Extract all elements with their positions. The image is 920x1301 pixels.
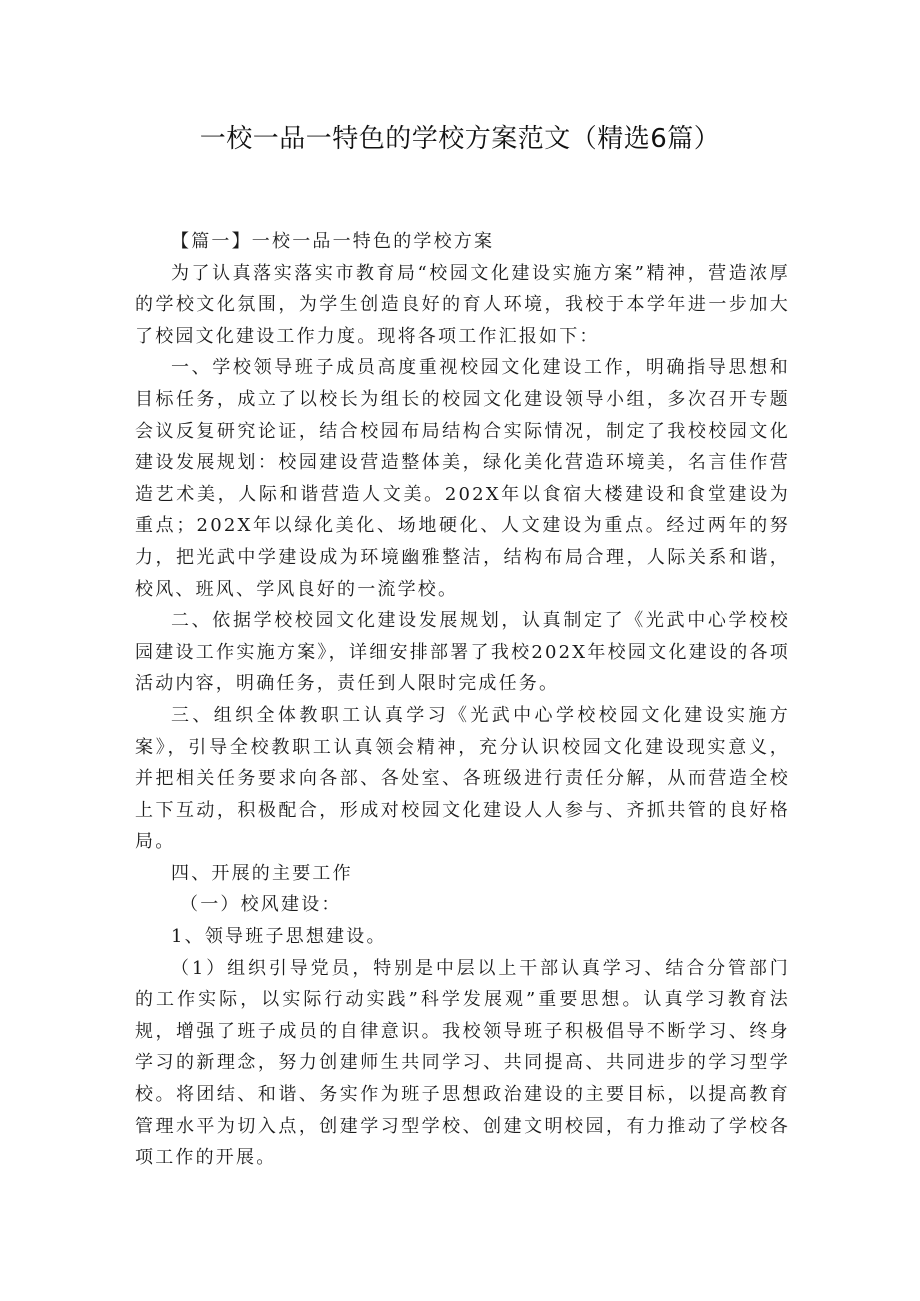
document-body [135,226,790,1174]
heading-point-four: 四、开展的主要工作 [171,862,353,884]
paragraph-final: （1）组织引导党员，特别是中层以上干部认真学习、结合分管部门的工作实际，以实际行动实践”科学发展观”重要思想。认真学习教育法规，增强了班子成员的自律意识。我校领导班子积极倡导不断学习、终身学习的新理念，努力创建师生共同学习、共同提高、共同进步的学习型学校。将团结、和谐、务实作为班子思想政治建设的主要目标，以提高教育管理水平为切入点，创建学习型学校、创建文明校园，有力推动了学校各项工作的开展。 [135,957,790,1169]
paragraph-point-two: 二、依据学校校园文化建设发展规划，认真制定了《光武中心学校校园建设工作实施方案》，详细安排部署了我校202X年校园文化建设的各项活动内容，明确任务，责任到人限时完成任务。 [135,610,790,695]
paragraph-point-one: 一、学校领导班子成员高度重视校园文化建设工作，明确指导思想和目标任务，成立了以校长为组长的校园文化建设领导小组，多次召开专题会议反复研究论证，结合校园布局结构合实际情况，制定了我校校园文化建设发展规划：校园建设营造整体美，绿化美化营造环境美，名言佳作营造艺术美，人际和谐营造人文美。202X年以食宿大楼建设和食堂建设为重点；202X年以绿化美化、场地硬化、人文建设为重点。经过两年的努力，把光武中学建设成为环境幽雅整洁，结构布局合理，人际关系和谐，校风、班风、学风良好的一流学校。 [135,357,790,600]
document-title: 一校一品一特色的学校方案范文（精选6篇） [199,124,721,154]
paragraph-intro: 为了认真落实落实市教育局“校园文化建设实施方案”精神，营造浓厚的学校文化氛围，为学生创造良好的育人环境，我校于本学年进一步加大了校园文化建设工作力度。现将各项工作汇报如下： [135,262,790,347]
paragraph-point-three: 三、组织全体教职工认真学习《光武中心学校校园文化建设实施方案》，引导全校教职工认真领会精神，充分认识校园文化建设现实意义，并把相关任务要求向各部、各处室、各班级进行责任分解，从而营造全校上下互动，积极配合，形成对校园文化建设人人参与、齐抓共管的良好格局。 [135,704,790,853]
sub-heading-school-spirit: （一）校风建设： [180,894,342,916]
section-heading: 【篇一】一校一品一特色的学校方案 [171,231,495,252]
item-leadership-ideology: 1、领导班子思想建设。 [171,926,387,948]
